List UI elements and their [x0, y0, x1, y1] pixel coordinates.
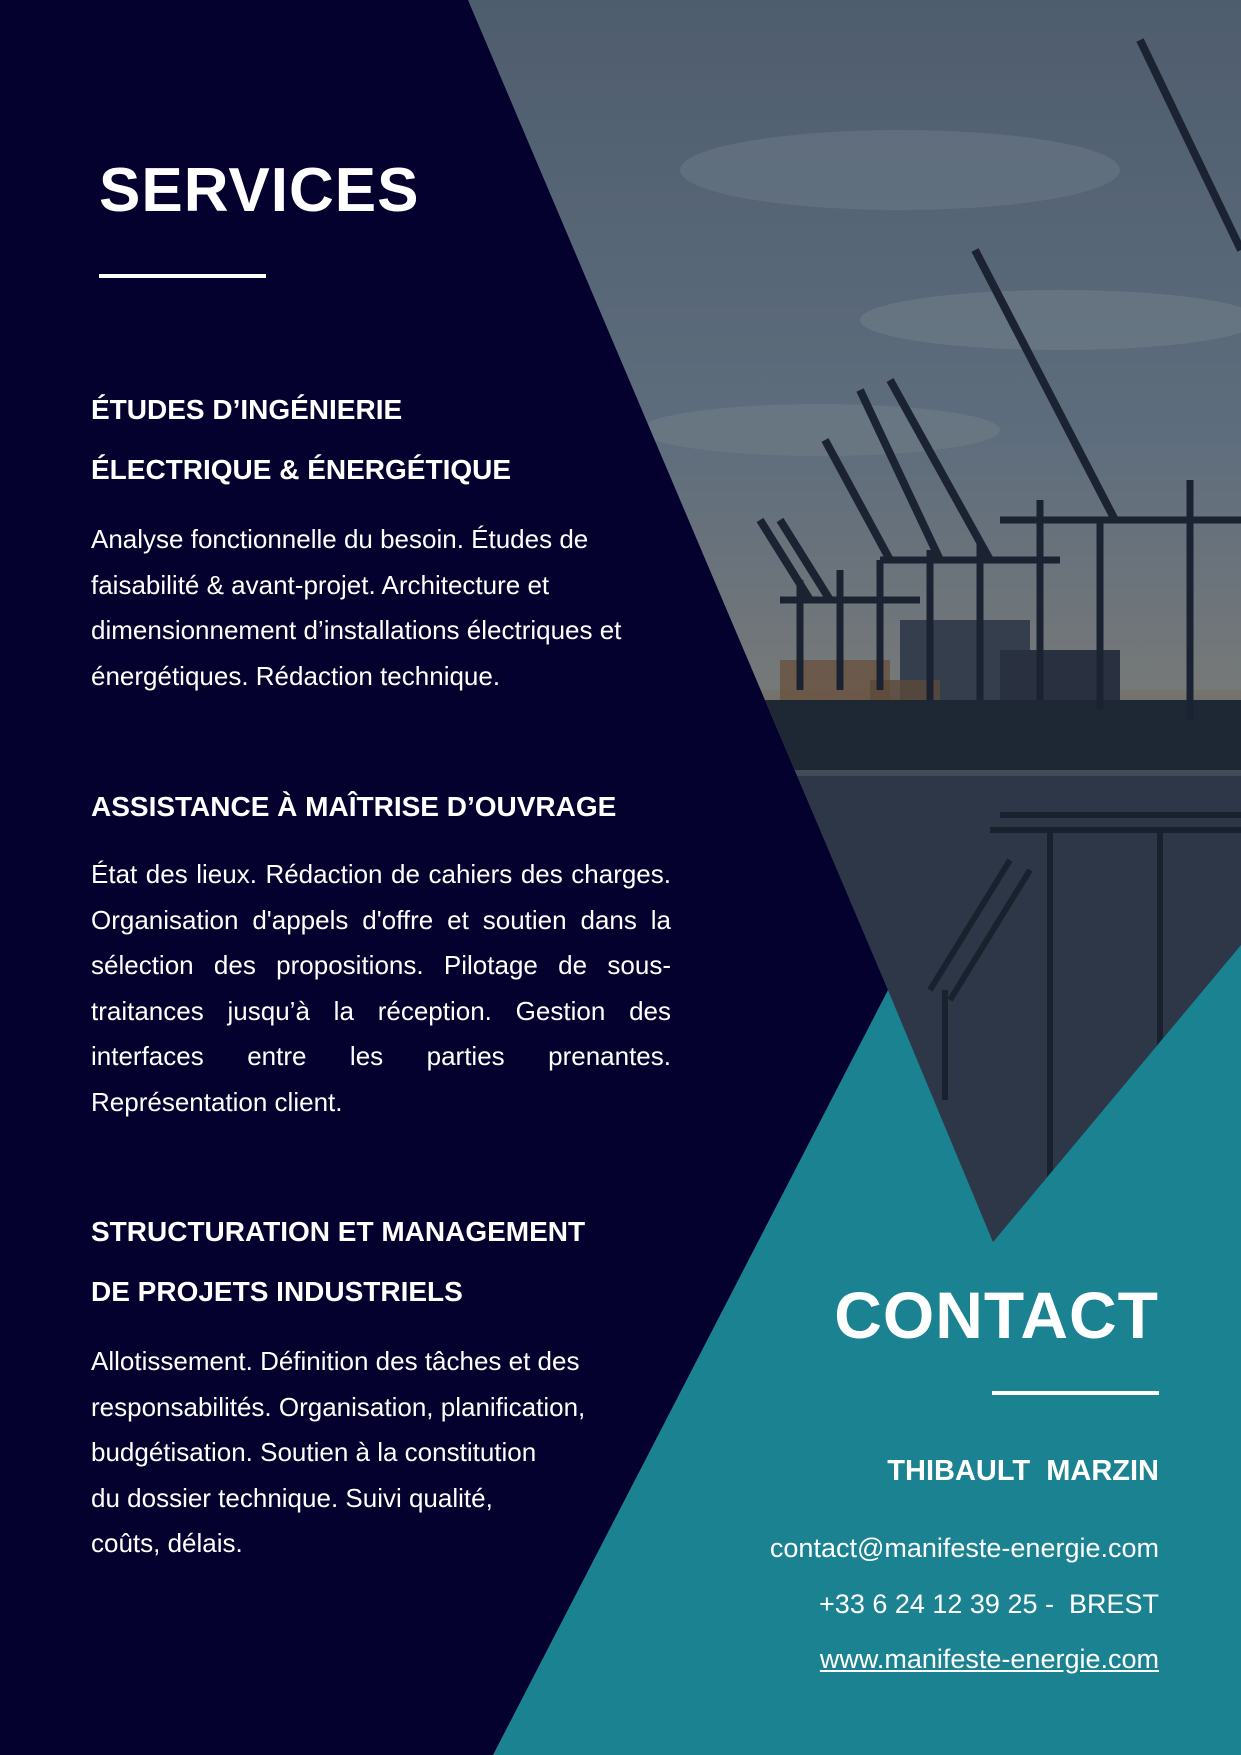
service-3-body-line: responsabilités. Organisation, planification, [91, 1391, 586, 1422]
service-3-heading-line-2: DE PROJETS INDUSTRIELS [91, 1276, 463, 1307]
service-1-heading-line-2: ÉLECTRIQUE & ÉNERGÉTIQUE [91, 454, 512, 485]
contact-phone: +33 6 24 12 39 25 - BREST [819, 1589, 1159, 1619]
contact-name: THIBAULT MARZIN [887, 1455, 1159, 1487]
services-underline [99, 274, 266, 278]
service-3-body-line: budgétisation. Soutien à la constitution [91, 1437, 537, 1467]
service-3-body-line: coûts, délais. [91, 1528, 243, 1558]
service-3-body-line: Allotissement. Définition des tâches et des [91, 1346, 580, 1376]
contact-email[interactable]: contact@manifeste-energie.com [769, 1533, 1159, 1563]
service-1-heading-line-1: ÉTUDES D’INGÉNIERIE [91, 394, 403, 425]
contact-underline [992, 1391, 1159, 1395]
services-title: SERVICES [99, 156, 420, 225]
service-3-heading-line-1: STRUCTURATION ET MANAGEMENT [91, 1216, 586, 1247]
service-3-body [91, 1339, 671, 1567]
service-1-body: Analyse fonctionnelle du besoin. Études de faisabilité & avant-projet. Architecture et dimensionnement d’installations électriques et énergétiques. Rédaction technique. [91, 524, 622, 691]
service-2-body: État des lieux. Rédaction de cahiers des charges. Organisation d'appels d'offre et soutien dans la sélection des propositions. Pilotage de sous-traitances jusqu’à la réception. Gestion des interfaces entre les parties prenantes. Représentation client. [91, 859, 671, 1117]
service-2-heading: ASSISTANCE À MAÎTRISE D’OUVRAGE [91, 791, 617, 822]
website-link[interactable]: www.manifeste-energie.com [819, 1644, 1159, 1674]
service-3-body-line: du dossier technique. Suivi qualité, [91, 1482, 493, 1513]
contact-title: CONTACT [834, 1278, 1159, 1352]
